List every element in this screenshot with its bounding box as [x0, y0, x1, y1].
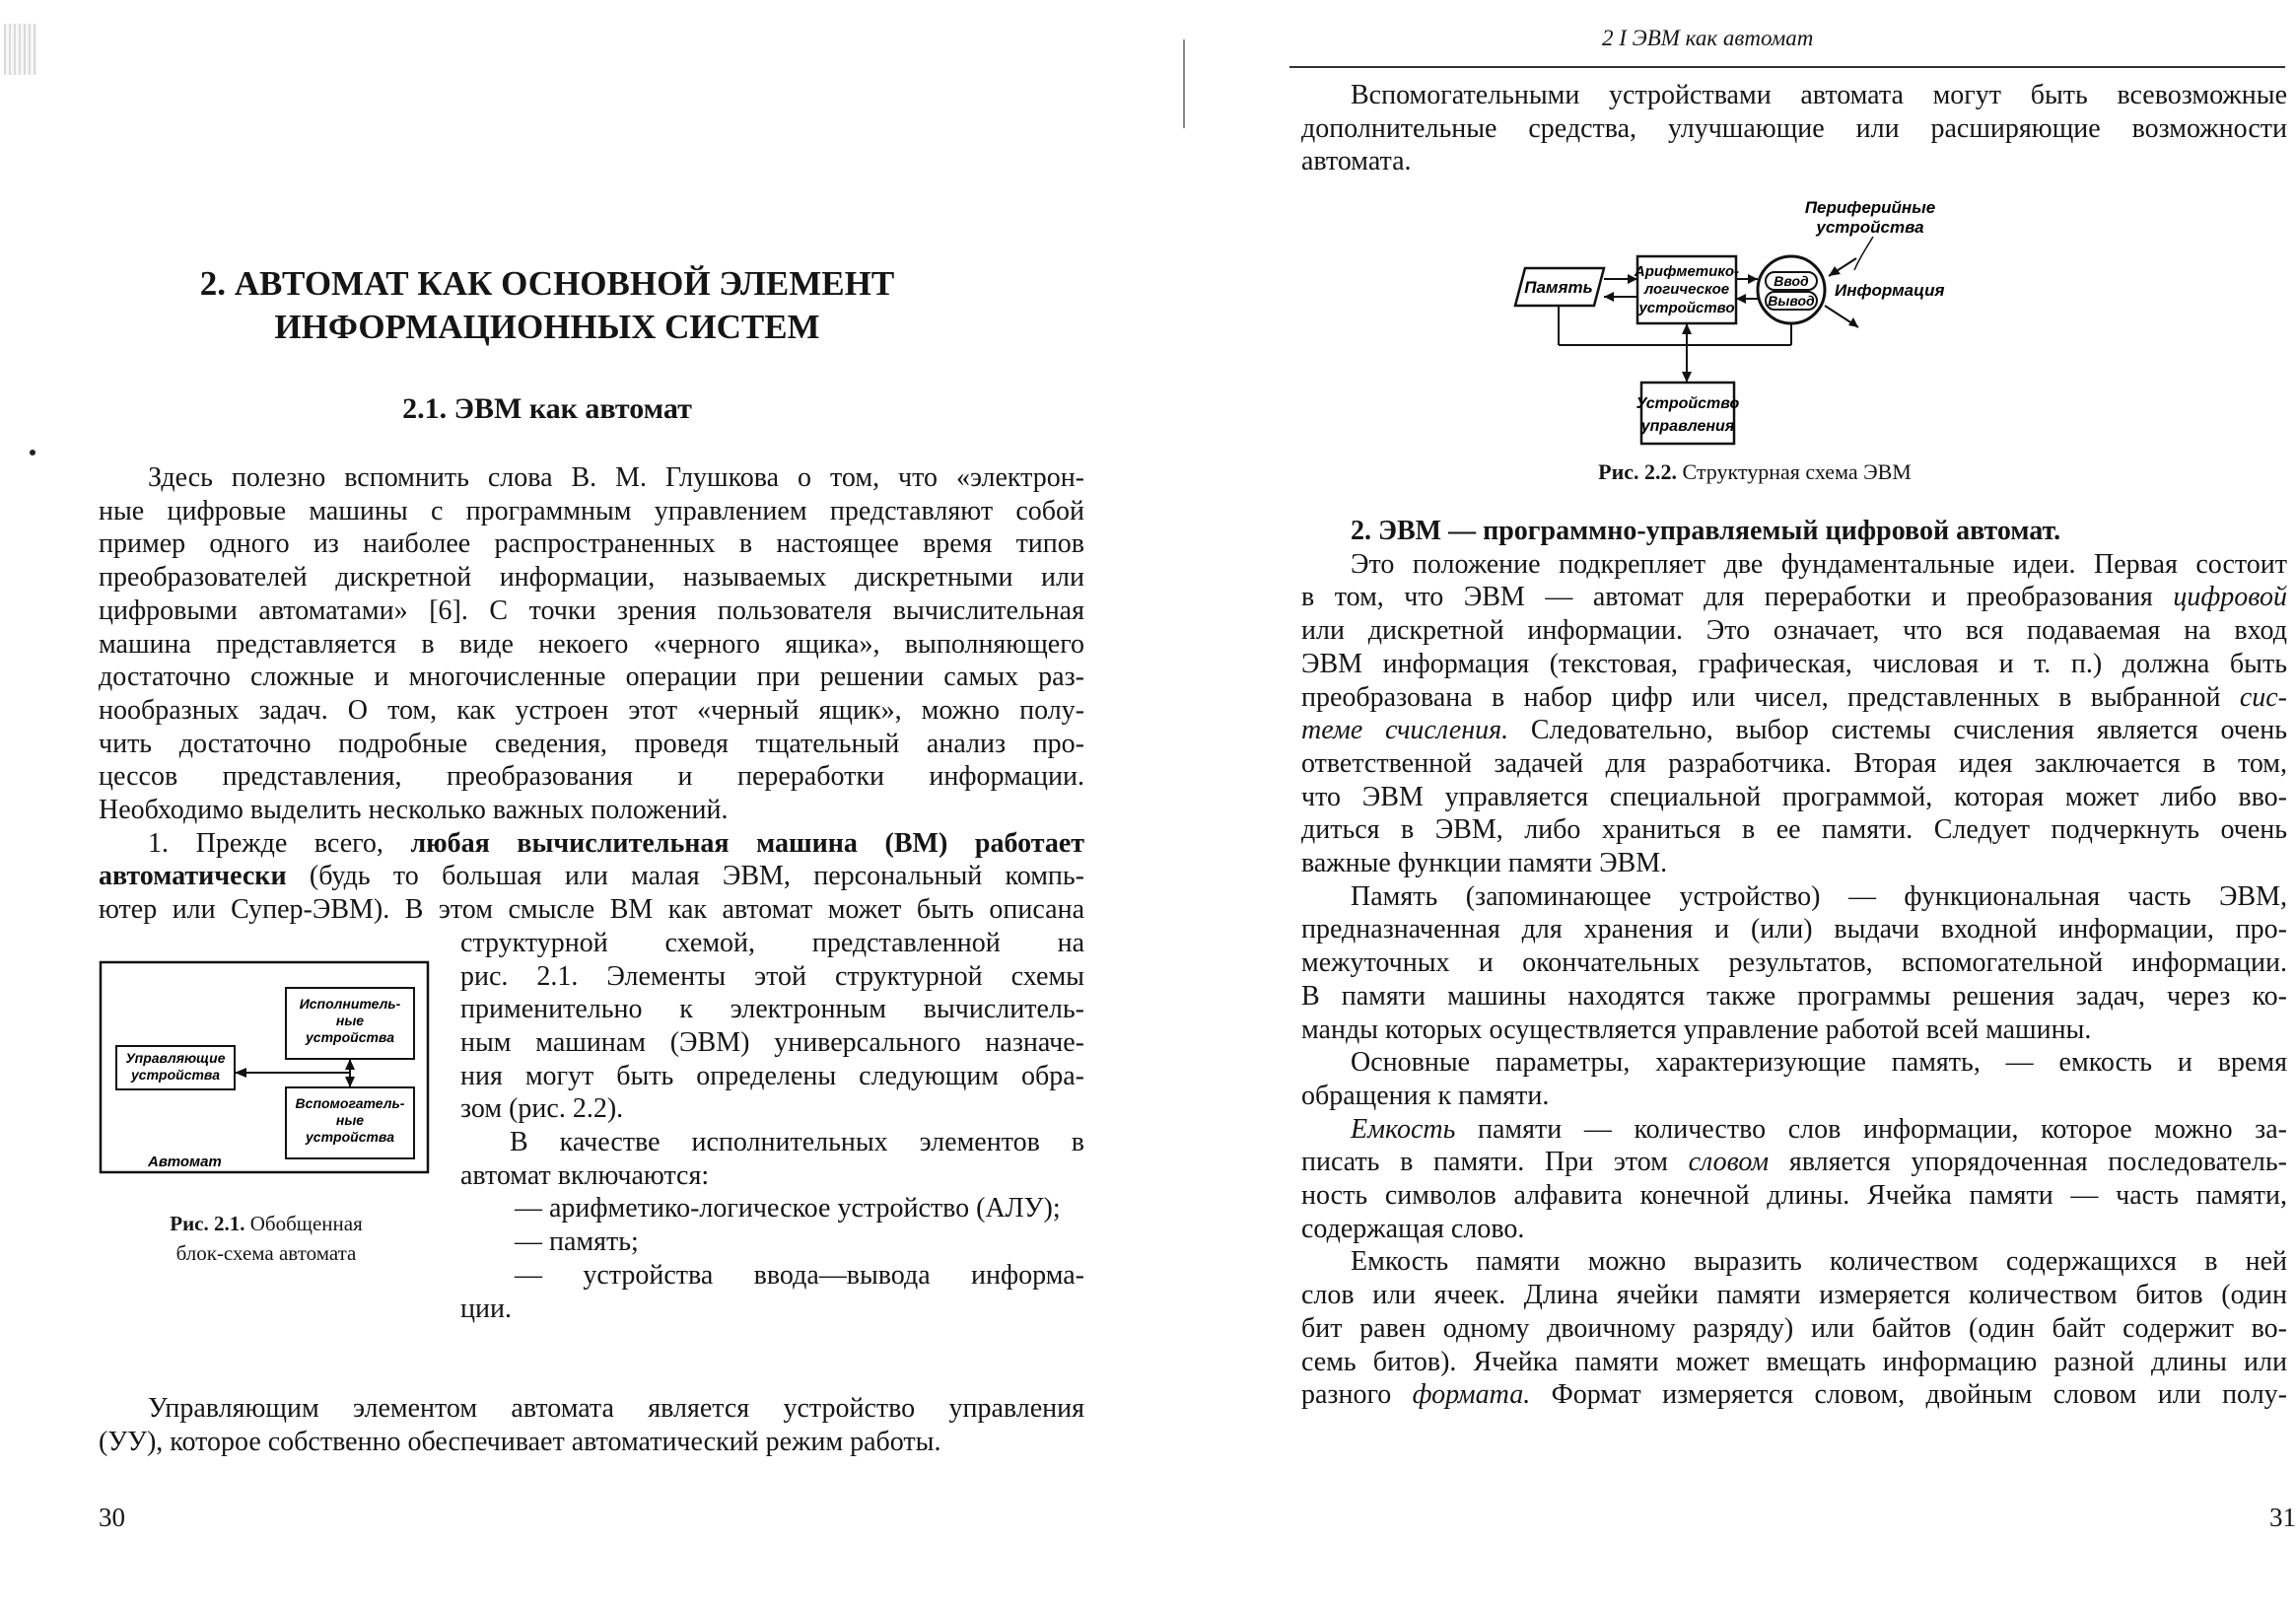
wrap-text: структурной схемой, представленной на рис. 2.1. Элементы этой структурной схемы применительно к электронным вычислитель- ным машинам (ЭВМ) универсального назначе- ния могут быть определены следующим обра- зом (рис. 2.2). В качестве исполнительных элементов в автомат включаются: — арифметико-логическое устройство (АЛУ); — память; — устройства ввода—вывода информа- ции.: [460, 927, 1084, 1324]
arrow-head: [1829, 266, 1841, 276]
arrow-head: [1682, 372, 1692, 383]
arrow-head: [235, 1068, 246, 1078]
svg-text:Арифметико-: Арифметико-: [1634, 263, 1740, 280]
svg-text:Ввод: Ввод: [1774, 273, 1809, 289]
chapter-title: 2. АВТОМАТ КАК ОСНОВНОЙ ЭЛЕМЕНТ ИНФОРМАЦИОННЫХ СИСТЕМ: [199, 264, 895, 346]
figure-2-1: [99, 959, 453, 1268]
point-2-paragraph: Это положение подкрепляет две фундаментальные идеи. Первая состоит в том, что ЭВМ — автомат для переработки и преобразования цифровой или дискретной информации. Это означает, что вся подаваемая на вход ЭВМ информация (текстовая, графическая, числовая и т. п.) должна быть преобразована в набор цифр или чисел, представленных в выбранной сис- теме счисления. Следовательно, выбор системы счисления является очень ответственной задачей для разработчика. Вторая идея заключается в том, что ЭВМ управляется специальной программой, которая может либо вво- диться в ЭВМ, либо храниться в ее памяти. Следует подчеркнуть очень важные функции памяти ЭВМ.: [1301, 548, 2287, 879]
svg-text:Вспомогатель-: Вспомогатель-: [295, 1094, 405, 1111]
left-body: [99, 461, 1084, 1458]
svg-text:Информация: Информация: [1835, 281, 1945, 300]
arrow-head: [345, 1059, 355, 1070]
leader-line: [1854, 237, 1873, 270]
svg-text:устройства: устройства: [131, 1066, 220, 1083]
arrow-head: [345, 1077, 355, 1087]
svg-text:Память: Память: [1524, 278, 1593, 297]
svg-text:ные: ные: [335, 1111, 365, 1128]
intro-paragraph: Здесь полезно вспомнить слова В. М. Глушкова о том, что «электрон- ные цифровые машины с программным управлением представляют собой пример одного из наиболее распространенных в настоящее время типов преобразователей дискретной информации, называемых дискретными или цифровыми автоматами» [6]. С точки зрения пользователя вычислительная машина представляется в виде некоего «черного ящика», выполняющего достаточно сложные и многочисленные операции при решении самых раз- нообразных задач. О том, как устроен этот «черный ящик», можно полу- чить достаточно подробные сведения, проведя тщательный анализ про- цессов представления, преобразования и переработки информации. Необходимо выделить несколько важных положений.: [99, 462, 1084, 826]
figure-2-2-caption: Рис. 2.2. Структурная схема ЭВМ: [1598, 459, 1912, 484]
svg-text:ные: ные: [335, 1012, 365, 1028]
capacity-paragraph: Емкость памяти — количество слов информации, которое можно за- писать в памяти. При этом словом является упорядоченная последователь- ность символов алфавита конечной длины. Ячейка памяти — часть памяти, содержащая слово.: [1301, 1113, 2287, 1244]
page-number: 31: [2269, 1503, 2296, 1532]
section-title: 2.1. ЭВМ как автомат: [402, 392, 692, 425]
svg-text:Управляющие: Управляющие: [125, 1049, 226, 1066]
svg-text:Периферийные: Периферийные: [1804, 198, 1936, 217]
list-item: — память;: [515, 1226, 639, 1258]
svg-text:устройства: устройства: [306, 1128, 394, 1145]
point-1-paragraph: 1. Прежде всего, любая вычислительная машина (ВМ) работает автоматически (будь то большая или малая ЭВМ, персональный компь- ютер или Супер-ЭВМ). В этом смысле ВМ как автомат может быть описана: [99, 827, 1084, 926]
svg-text:устройства: устройства: [306, 1028, 394, 1045]
control-paragraph: Управляющим элементом автомата является устройство управления (УУ), которое собственно обеспечивает автоматический режим работы.: [99, 1392, 1084, 1457]
svg-text:устройство: устройство: [1638, 300, 1735, 316]
figure-wrap-block: [99, 927, 1084, 1392]
right-page: [1183, 0, 2296, 1609]
aux-devices-paragraph: Вспомогательными устройствами автомата могут быть всевозможные дополнительные средства, улучшающие или расширяющие возможности автомата.: [1301, 80, 2287, 177]
list-item: — устройства ввода—вывода информа-: [515, 1259, 1084, 1291]
svg-text:управления: управления: [1640, 418, 1735, 435]
svg-text:Исполнитель-: Исполнитель-: [299, 995, 401, 1012]
running-header: 2 І ЭВМ как автомат: [1602, 26, 1814, 50]
svg-text:логическое: логическое: [1643, 281, 1730, 298]
svg-text:Вывод: Вывод: [1768, 293, 1815, 309]
arrow-head: [1736, 294, 1746, 304]
right-body: [1301, 515, 2287, 1412]
point-2-heading: 2. ЭВМ — программно-управляемый цифровой автомат.: [1351, 516, 2061, 546]
params-paragraph: Основные параметры, характеризующие память, — емкость и время обращения к памяти.: [1301, 1047, 2287, 1111]
arrow-head: [1604, 292, 1614, 302]
expression-paragraph: Емкость памяти можно выразить количеством содержащихся в ней слов или ячеек. Длина ячейки памяти измеряется количеством битов (один бит равен одному двоичному разряду) или байтов (один байт содержит во- семь битов). Ячейка памяти может вмещать информацию разной длины или разного формата. Формат измеряется словом, двойным словом или полу-: [1301, 1246, 2287, 1411]
svg-text:Автомат: Автомат: [148, 1153, 222, 1170]
header-rule: [1289, 66, 2285, 68]
figure-2-1-caption: Рис. 2.1. Обобщенная блок-схема автомата: [170, 1211, 363, 1265]
figure-2-2-diagram: [1503, 197, 2026, 463]
list-item: — арифметико-логическое устройство (АЛУ);: [515, 1193, 1061, 1224]
svg-text:Устройство: Устройство: [1635, 395, 1740, 412]
page-number: 30: [99, 1503, 125, 1532]
figure-2-1-diagram: [99, 959, 434, 1186]
arrow-head: [1682, 323, 1692, 334]
memory-paragraph: Память (запоминающее устройство) — функциональная часть ЭВМ, предназначенная для хранения и (или) выдачи входной информации, про- межуточных и окончательных результатов, вспомогательной информации. В памяти машины находятся также программы решения задач, через ко- манды которых осуществляется управление работой всей машины.: [1301, 880, 2287, 1045]
svg-text:устройства: устройства: [1816, 218, 1924, 237]
arrow-head: [1748, 274, 1758, 284]
